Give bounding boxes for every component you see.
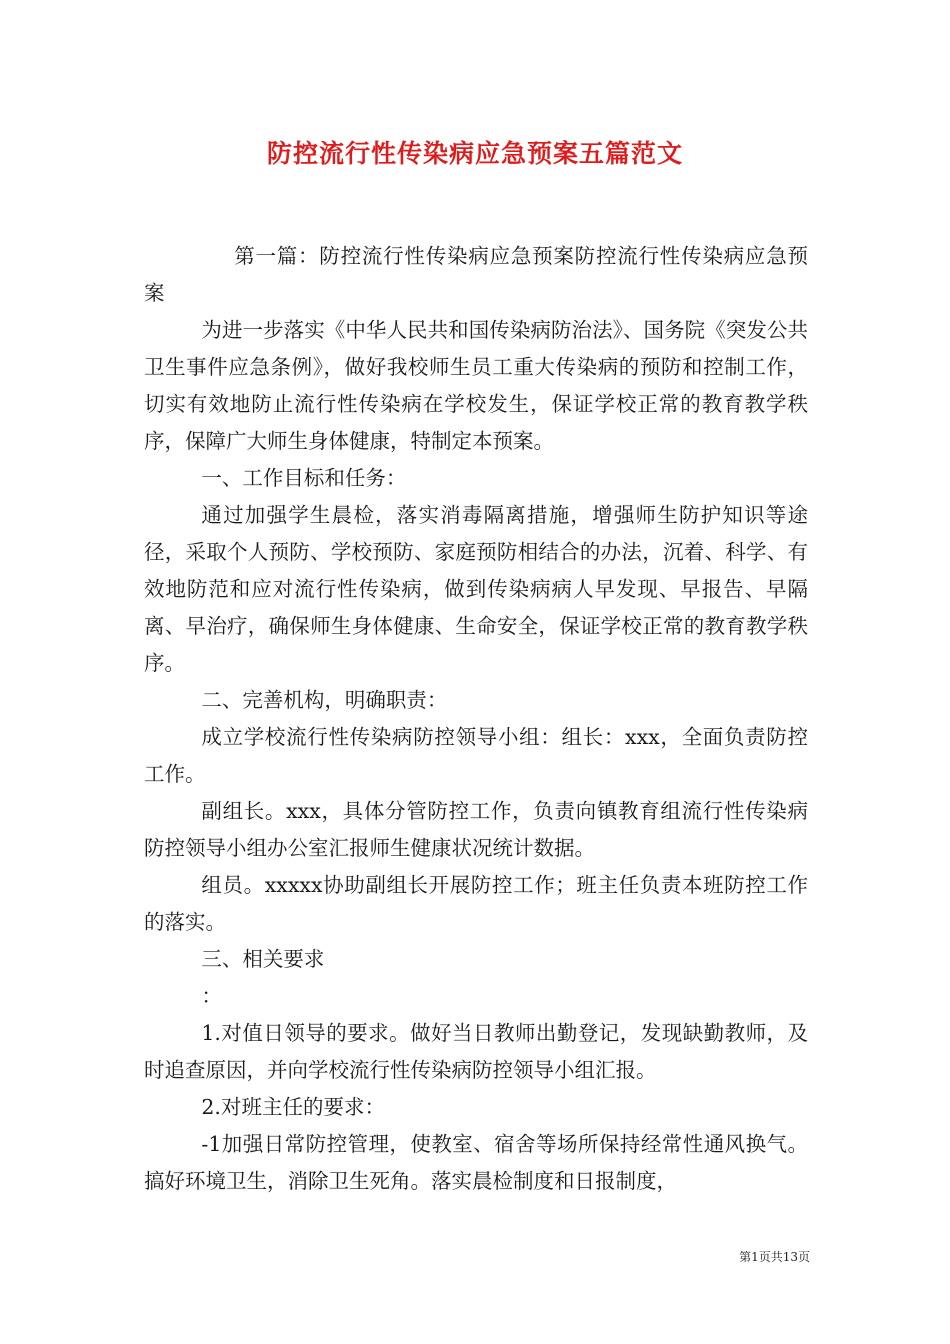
paragraph-intro: 为进一步落实《中华人民共和国传染病防治法》、国务院《突发公共卫生事件应急条例》，做好我校师生员工重大传染病的预防和控制工作，切实有效地防止流行性传染病在学校发生，保证学校正常的教育教学秩序，保障广大师生身体健康，特制定本预案。 <box>144 318 808 453</box>
paragraph-deputy: 副组长。xxx，具体分管防控工作，负责向镇教育组流行性传染病防控领导小组办公室汇报师生健康状况统计数据。 <box>144 799 808 860</box>
heading-class-teacher: 2.对班主任的要求： <box>201 1095 385 1119</box>
paragraph-goals: 通过加强学生晨检，落实消毒隔离措施，增强师生防护知识等途径，采取个人预防、学校预防、家庭预防相结合的办法，沉着、科学、有效地防范和应对流行性传染病，做到传染病病人早发现、早报告、早隔离、早治疗，确保师生身体健康、生命安全，保证学校正常的教育教学秩序。 <box>144 503 808 675</box>
paragraph-members: 组员。xxxxx协助副组长开展防控工作；班主任负责本班防控工作的落实。 <box>144 873 808 934</box>
paragraph-leader: 成立学校流行性传染病防控领导小组：组长：xxx，全面负责防控工作。 <box>144 725 808 786</box>
heading-goals: 一、工作目标和任务： <box>201 466 407 490</box>
page-footer: 第1页共13页 <box>739 1250 810 1264</box>
colon-line: ： <box>201 984 222 1008</box>
document-body <box>144 238 808 1200</box>
paragraph-duty-leader: 1.对值日领导的要求。做好当日教师出勤登记，发现缺勤教师，及时追查原因，并向学校流行性传染病防控领导小组汇报。 <box>144 1021 808 1082</box>
section-heading-first: 第一篇：防控流行性传染病应急预案防控流行性传染病应急预案 <box>144 244 808 305</box>
heading-requirements: 三、相关要求 <box>201 947 325 971</box>
document-title: 防控流行性传染病应急预案五篇范文 <box>266 139 683 168</box>
heading-organization: 二、完善机构，明确职责： <box>201 688 448 712</box>
paragraph-class-teacher: -1加强日常防控管理，使教室、宿舍等场所保持经常性通风换气。搞好环境卫生，消除卫生死角。落实晨检制度和日报制度， <box>144 1132 808 1193</box>
